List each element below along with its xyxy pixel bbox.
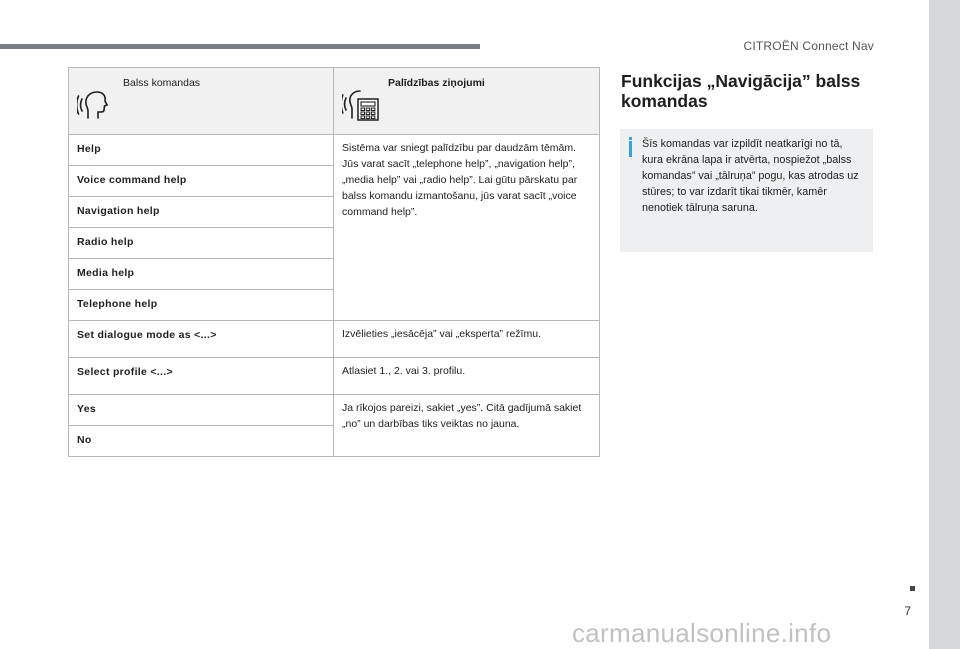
info-box xyxy=(620,129,873,252)
command-yes: Yes xyxy=(69,395,334,426)
voice-speaking-icon xyxy=(77,86,115,124)
table-header-row xyxy=(69,68,600,135)
page-marker xyxy=(910,586,915,591)
header-help-messages-label: Palīdzības ziņojumi xyxy=(388,77,485,89)
command-media-help: Media help xyxy=(69,259,334,290)
info-text: Šīs komandas var izpildīt neatkarīgi no tā, kura ekrāna lapa ir atvērta, nospiežot „balss komandas” vai „tālruņa” pogu, kas atrodas uz stūres; to var izdarīt tikai tikmēr, kamēr nenotiek tālruņa saruna. xyxy=(642,138,859,214)
table-row xyxy=(69,135,600,166)
command-voice-command-help: Voice command help xyxy=(69,166,334,197)
header-cell-help-messages xyxy=(334,68,600,135)
command-no: No xyxy=(69,426,334,457)
help-description: Sistēma var sniegt palīdzību par daudzām tēmām. Jūs varat sacīt „telephone help”, „navigation help”, „media help” vai „radio help”. Lai gūtu pārskatu par balss komandu izmantošanu, jūs varat sacīt „voice command help”. xyxy=(334,135,600,321)
table-row xyxy=(69,395,600,426)
yes-no-description: Ja rīkojos pareizi, sakiet „yes”. Citā gadījumā sakiet „no” un darbības tiks veiktas no jauna. xyxy=(334,395,600,457)
info-icon xyxy=(629,141,632,157)
header-cell-commands xyxy=(69,68,334,135)
page-side-strip xyxy=(929,0,960,649)
info-icon-dot xyxy=(629,137,632,140)
voice-command-table xyxy=(68,67,600,457)
command-telephone-help: Telephone help xyxy=(69,290,334,321)
command-radio-help: Radio help xyxy=(69,228,334,259)
table-row xyxy=(69,358,600,395)
command-select-profile: Select profile <...> xyxy=(69,358,334,395)
table-row xyxy=(69,321,600,358)
command-navigation-help: Navigation help xyxy=(69,197,334,228)
command-set-dialogue-mode: Set dialogue mode as <...> xyxy=(69,321,334,358)
command-help: Help xyxy=(69,135,334,166)
section-title: Funkcijas „Navigācija” balss komandas xyxy=(621,71,861,111)
header-rule xyxy=(0,44,480,49)
voice-keypad-icon xyxy=(342,86,380,124)
watermark: carmanualsonline.info xyxy=(572,618,832,648)
dialogue-mode-description: Izvēlieties „iesācēja” vai „eksperta” režīmu. xyxy=(334,321,600,358)
header-commands-label: Balss komandas xyxy=(123,77,201,89)
page-number: 7 xyxy=(904,604,911,618)
header-brand: CITROËN Connect Nav xyxy=(743,39,874,53)
select-profile-description: Atlasiet 1., 2. vai 3. profilu. xyxy=(334,358,600,395)
